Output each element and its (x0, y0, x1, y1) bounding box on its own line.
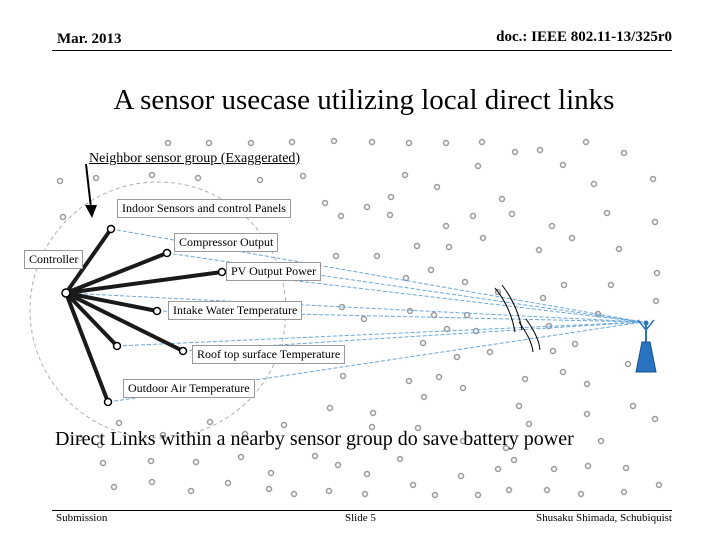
sensor-dot (415, 244, 420, 249)
sensor-dot (444, 224, 449, 229)
sensor-dot (599, 439, 604, 444)
sensor-dot (653, 417, 658, 422)
sensor-dot (362, 317, 367, 322)
sensor-dot (545, 488, 550, 493)
sensor-dot (332, 139, 337, 144)
sensor-dot (407, 141, 412, 146)
sensor-dot (476, 164, 481, 169)
sensor-dot (463, 280, 468, 285)
sensor-label-roof-top: Roof top surface Temperature (192, 345, 345, 364)
sensor-dot (328, 406, 333, 411)
sensor-dot (657, 483, 662, 488)
sensor-dot (208, 420, 213, 425)
sensor-dot (538, 148, 543, 153)
sensor-dot (444, 141, 449, 146)
sensor-dot (584, 140, 589, 145)
sensor-dot (622, 490, 627, 495)
sensor-dot (523, 377, 528, 382)
sensor-dot (117, 421, 122, 426)
sensor-dot (481, 236, 486, 241)
sensor-dot (388, 213, 393, 218)
sensor-dot (290, 140, 295, 145)
sensor-dot (411, 483, 416, 488)
sensor-dot (592, 182, 597, 187)
sensor-dot (404, 276, 409, 281)
sensor-dot (336, 463, 341, 468)
footer-author: Shusaku Shimada, Schubiquist (536, 512, 672, 524)
sensor-dot (94, 176, 99, 181)
sensor-dot (626, 362, 631, 367)
sensor-dot (586, 464, 591, 469)
sensor-dot (437, 375, 442, 380)
sensor-dot (334, 254, 339, 259)
sensor-dot (562, 283, 567, 288)
sensor-dot (432, 313, 437, 318)
sensor-dot (476, 493, 481, 498)
sensor-dot (624, 466, 629, 471)
sensor-dot (341, 374, 346, 379)
sensor-label-intake-water: Intake Water Temperature (168, 301, 302, 320)
sensor-dot (654, 299, 659, 304)
footer-divider (52, 510, 672, 511)
sensor-dot (189, 489, 194, 494)
sensor-dot (459, 474, 464, 479)
sensor-dot (513, 150, 518, 155)
sensor-dot (605, 211, 610, 216)
sensor-dot (194, 460, 199, 465)
sensor-dot (249, 141, 254, 146)
sensor-dot (403, 173, 408, 178)
sensor-dot (313, 454, 318, 459)
footer-submission: Submission (56, 512, 108, 524)
sensor-dot (267, 487, 272, 492)
sensor-dot (301, 174, 306, 179)
sensor-dot (550, 224, 555, 229)
sensor-dot (653, 220, 658, 225)
sensor-dot (573, 342, 578, 347)
sensor-dot (150, 173, 155, 178)
controller-node (62, 289, 70, 297)
sensor-dot (500, 197, 505, 202)
sensor-dot (561, 163, 566, 168)
sensor-dot (149, 459, 154, 464)
sensor-dot (389, 195, 394, 200)
sensor-dot (282, 423, 287, 428)
sensor-node (180, 348, 187, 355)
sensor-label-indoor: Indoor Sensors and control Panels (117, 199, 291, 218)
sensor-dot (461, 386, 466, 391)
sensor-dot (631, 404, 636, 409)
sensor-node (219, 269, 226, 276)
sensor-dot (421, 341, 426, 346)
sensor-dot (447, 245, 452, 250)
sensor-dot (537, 248, 542, 253)
sensor-dot (375, 254, 380, 259)
sensor-label-compressor: Compressor Output (174, 233, 278, 252)
sensor-dot (561, 370, 566, 375)
sensor-dot (609, 283, 614, 288)
sensor-dot (429, 268, 434, 273)
sensor-dot (269, 471, 274, 476)
sensor-dot (207, 141, 212, 146)
sensor-dot (541, 296, 546, 301)
sensor-dot (239, 455, 244, 460)
sensor-dot (327, 489, 332, 494)
sensor-node (105, 399, 112, 406)
sensor-dot (510, 212, 515, 217)
sensor-dot (258, 178, 263, 183)
sensor-dot (292, 492, 297, 497)
sensor-dot (617, 247, 622, 252)
sensor-dot (480, 140, 485, 145)
sensor-dot (196, 176, 201, 181)
sensor-dot (552, 467, 557, 472)
sensor-dot (651, 177, 656, 182)
sensor-dot (150, 480, 155, 485)
sensor-dot (512, 458, 517, 463)
sensor-dot (371, 411, 376, 416)
sensor-dot (585, 382, 590, 387)
sensor-dot (58, 179, 63, 184)
slide-title: A sensor usecase utilizing local direct links (113, 84, 615, 116)
sensor-dot (422, 395, 427, 400)
sensor-dot (622, 151, 627, 156)
sensor-dot (435, 185, 440, 190)
neighbor-group-label: Neighbor sensor group (Exaggerated) (89, 151, 301, 166)
header-date: Mar. 2013 (57, 31, 122, 47)
sensor-dot (507, 488, 512, 493)
sensor-dot (365, 472, 370, 477)
sensor-node (114, 343, 121, 350)
sensor-dot (398, 457, 403, 462)
ap-link (66, 293, 643, 322)
sensor-dot (488, 350, 493, 355)
footnote-text: Direct Links within a nearby sensor group do save battery power (55, 428, 574, 450)
sensor-dot (496, 467, 501, 472)
sensor-dot (408, 309, 413, 314)
sensor-dot (433, 493, 438, 498)
sensor-dot (323, 201, 328, 206)
sensor-dot (339, 214, 344, 219)
ap-links (66, 229, 643, 402)
neighbor-arrow (85, 164, 97, 218)
sensor-dot (363, 492, 368, 497)
sensor-dot (471, 214, 476, 219)
sensor-dot (61, 215, 66, 220)
sensor-dot (579, 492, 584, 497)
sensor-dot (365, 205, 370, 210)
sensor-dot (517, 404, 522, 409)
controller-label: Controller (24, 250, 83, 269)
header-doc-id: doc.: IEEE 802.11-13/325r0 (496, 29, 672, 45)
footer-slide-number: Slide 5 (345, 512, 376, 524)
sensor-dot (585, 412, 590, 417)
sensor-node (154, 308, 161, 315)
access-point-icon (636, 320, 656, 372)
sensor-dot (166, 141, 171, 146)
sensor-dot (551, 349, 556, 354)
sensor-label-pv-output: PV Output Power (226, 262, 321, 281)
sensor-node (164, 250, 171, 257)
sensor-dot (112, 485, 117, 490)
sensor-label-outdoor-air: Outdoor Air Temperature (123, 379, 255, 398)
ap-link (117, 322, 643, 346)
sensor-dot (370, 140, 375, 145)
sensor-dot (527, 422, 532, 427)
sensor-dot (101, 461, 106, 466)
sensor-dot (570, 236, 575, 241)
sensor-dot (226, 481, 231, 486)
sensor-node (108, 226, 115, 233)
sensor-dot (407, 379, 412, 384)
sensor-dot (455, 355, 460, 360)
sensor-dot (655, 271, 660, 276)
